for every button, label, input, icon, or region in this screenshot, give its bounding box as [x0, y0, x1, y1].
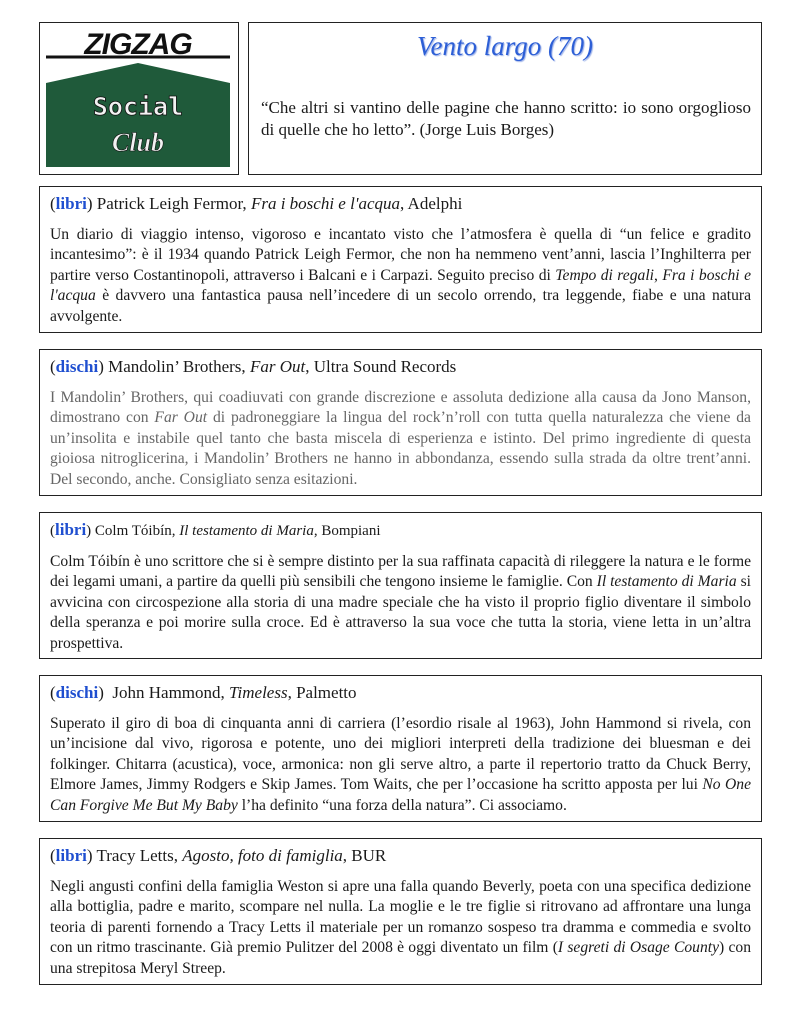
review-card: [39, 838, 762, 985]
category-label: libri: [55, 846, 87, 865]
category-label: dischi: [55, 683, 99, 702]
review-card: [39, 186, 762, 333]
zigzag-logo: [40, 23, 237, 173]
review-body: I Mandolin’ Brothers, qui coadiuvati con grande discrezione e assoluta dedizione alla causa da Jono Manson, dimostrano con Far Out di padroneggiare la lingua del rock’n’roll con tutta quella naturalezza che viene da un’insolita e instabile quel tanto che basta miscela di esperienza e istinto. Del primo ingrediente di questa gioiosa nitroglicerina, i Mandolin’ Brothers ne hanno in abbondanza, essendo sulla strada da oltre trent’anni. Del secondo, anche. Consigliato senza esitazioni.: [50, 389, 751, 488]
category-label: dischi: [55, 357, 99, 376]
review-body: Colm Tóibín è uno scrittore che si è sempre distinto per la sua raffinata capacità di rileggere la natura e le forme dei legami umani, a partire da quelli più sensibili che tengono insieme le famiglie. Con Il testamento di Maria si avvicina con circospezione alla storia di una madre speciale che ha visto il proprio figlio diventare il simbolo della speranza e poi morire sulla croce. Ed è attraverso la sua voce che tutta la storia, viene letta in un’altra prospettiva.: [50, 553, 751, 652]
page-title: Vento largo (70): [417, 31, 593, 61]
review-body: Superato il giro di boa di cinquanta anni di carriera (l’esordio risale al 1963), John Hammond si rivela, con un’incisione dal vivo, rigorosa e potente, uno dei migliori interpreti della tradizione dei bluesman e dei folkinger. Chitarra (acustica), voce, armonica: non gli serve altro, a parte il repertorio tratto da Chuck Berry, Elmore James, Jimmy Rodgers e Skip James. Tom Waits, che per l’occasione ha scritto apposta per lui No One Can Forgive Me But My Baby l’ha definito “una forza della natura”. Ci associamo.: [50, 715, 751, 814]
review-title: (dischi) Mandolin’ Brothers, Far Out, Ultra Sound Records: [50, 357, 457, 376]
review-card: [39, 675, 762, 822]
review-body: Negli angusti confini della famiglia Weston si apre una falla quando Beverly, poeta con una specifica dedizione alla bottiglia, padre e marito, scompare nel nulla. La moglie e le tre figlie si ritrovano ad affrontare una lunga teoria di parenti fornendo a Tracy Letts il materiale per un romanzo sospeso tra dramma e commedia e svolto con un ritmo trascinante. Già premio Pulitzer del 2008 è oggi diventato un film (I segreti di Osage County) con una strepitosa Meryl Streep.: [50, 878, 752, 977]
category-label: libri: [55, 520, 87, 539]
review-title: (libri) Patrick Leigh Fermor, Fra i boschi e l'acqua, Adelphi: [50, 194, 463, 213]
review-body: Un diario di viaggio intenso, vigoroso e incantato visto che l’atmosfera è quella di “un felice e gradito incantesimo”: è il 1934 quando Patrick Leigh Fermor, che non ha nemmeno vent’anni, lascia l’Inghilterra per partire verso Costantinopoli, attraverso i Balcani e i Carpazi. Seguito preciso di Tempo di regali, Fra i boschi e l'acqua è davvero una fantastica pausa nell’incedere di un secolo orrendo, tra leggende, fiabe e una natura avvolgente.: [50, 226, 751, 325]
logo-top-text: ZIGZAG: [84, 28, 192, 61]
review-title: (dischi) John Hammond, Timeless, Palmetto: [50, 683, 357, 702]
review-card: [39, 512, 762, 659]
logo-bottom-text: Club: [111, 128, 165, 157]
logo-mid-text: Social: [92, 92, 184, 121]
review-title: (libri) Tracy Letts, Agosto, foto di famiglia, BUR: [50, 846, 387, 865]
header-box: [248, 22, 762, 175]
category-label: libri: [55, 194, 87, 213]
review-title: (libri) Colm Tóibín, Il testamento di Maria, Bompiani: [50, 520, 381, 539]
logo-box: [39, 22, 239, 175]
review-card: [39, 349, 762, 496]
header-quote: “Che altri si vantino delle pagine che hanno scritto: io sono orgoglioso di quelle che ho letto”. (Jorge Luis Borges): [261, 98, 751, 139]
